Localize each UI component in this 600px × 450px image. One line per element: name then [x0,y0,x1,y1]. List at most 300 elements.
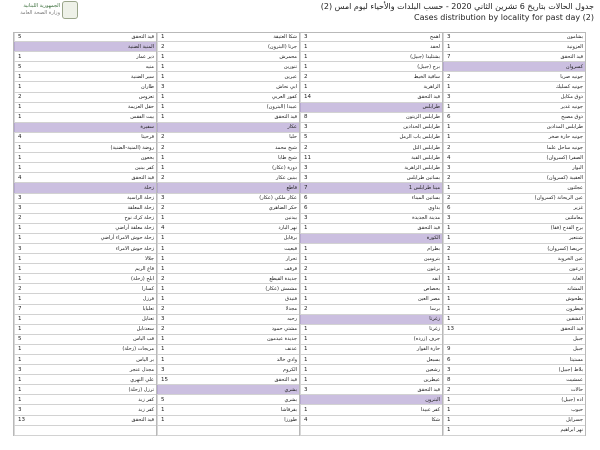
locality-cell: طرابلس المدادين [546,124,583,131]
locality-cell: شننعير [569,235,583,242]
table-row [300,274,442,284]
locality-cell: طرابلس الزيتون [406,114,440,121]
locality-cell: بسبعل [426,356,440,363]
table-column [13,32,156,436]
table-row [300,426,442,436]
table-row [157,204,299,214]
case-count-cell: 1 [300,82,340,91]
table-row [14,224,156,234]
table-row [443,264,585,274]
table-row [443,133,585,143]
locality-cell: طرابلس القبة [411,154,440,161]
table-row [14,254,156,264]
case-count-cell: 1 [14,52,54,61]
table-row [300,416,442,426]
table-row [443,254,585,264]
locality-cell: وادي خالد [276,356,297,363]
locality-cell: زحلة المعلقة [127,205,154,212]
locality-cell: قرحيتا [141,134,154,141]
case-count-cell [300,234,340,243]
locality-cell: عكار ملكي (عكار) [259,195,297,202]
district-header-row [14,123,156,133]
locality-cell: شيخ محمد [275,144,297,151]
table-row [443,204,585,214]
case-count-cell: 3 [300,163,340,172]
table-row [157,72,299,82]
table-row [157,365,299,375]
case-count-cell: 3 [443,365,483,374]
table-row [14,82,156,92]
table-row [14,234,156,244]
locality-cell: فنيدق [285,295,297,302]
case-count-cell: 7 [14,305,54,314]
table-row [443,214,585,224]
case-count-cell: 2 [157,173,197,182]
locality-cell: ذوق مصبح [561,114,583,121]
district-header-row [157,123,299,133]
case-count-cell: 3 [14,204,54,213]
case-count-cell: 1 [443,284,483,293]
case-count-cell: 1 [157,113,197,122]
case-count-cell [157,426,197,435]
table-row [157,416,299,426]
locality-cell: رحبه [287,316,297,323]
case-count-cell: 1 [300,284,340,293]
locality-cell: قيد التحقق [417,94,440,101]
locality-cell: بترومين [423,255,440,262]
locality-cell: جديدة عيدمون [267,336,297,343]
table-row [14,335,156,345]
table-row [443,365,585,375]
case-count-cell: 15 [157,375,197,384]
locality-cell: مريجات (زحلة) [122,346,154,353]
case-count-cell: 2 [157,42,197,51]
case-count-cell: 1 [443,416,483,425]
table-row [14,173,156,183]
table-row [300,294,442,304]
table-row [14,194,156,204]
locality-cell: شيخ طابا [278,154,297,161]
locality-cell: لحفد [430,43,440,50]
table-row [300,355,442,365]
case-count-cell: 2 [157,143,197,152]
case-count-cell: 1 [157,405,197,414]
case-count-cell: 7 [300,183,340,192]
case-count-cell: 13 [14,416,54,425]
case-count-cell: 1 [443,133,483,142]
locality-cell: عدنف [284,346,297,353]
case-count-cell: 1 [300,62,340,71]
table-row [443,93,585,103]
case-count-cell [14,123,54,132]
case-count-cell: 2 [443,143,483,152]
locality-cell: زحلة حوش الامراء أراضي [100,235,154,242]
case-count-cell: 1 [157,163,197,172]
locality-cell: اهمج [429,34,440,41]
case-count-cell [443,62,483,71]
table-row [157,355,299,365]
case-count-cell [157,123,197,132]
case-count-cell [300,426,340,435]
locality-cell: برج (جبيل) [417,63,440,70]
case-count-cell: 1 [443,294,483,303]
case-count-cell [14,183,54,192]
table-row [300,163,442,173]
case-count-cell: 8 [300,113,340,122]
locality-cell: فرزل [142,295,154,302]
case-count-cell: 1 [14,294,54,303]
table-row [157,254,299,264]
case-count-cell: 3 [300,33,340,41]
table-row [443,163,585,173]
case-count-cell: 9 [443,345,483,354]
case-count-cell: 5 [300,133,340,142]
locality-cell: مينا طرابلس 1 [408,184,440,191]
locality-cell: برسا [430,306,440,313]
table-row [157,325,299,335]
table-row [300,244,442,254]
locality-cell: سعدنايل [136,326,154,333]
case-count-cell: 8 [443,375,483,384]
locality-cell: جونيه كسليك [555,84,583,91]
locality-cell: طرابلس التل [412,144,440,151]
locality-cell: قيد التحقق [560,326,583,333]
locality-cell: شكا العتيقة [273,34,297,41]
table-row [443,103,585,113]
locality-cell: قيد التحقق [417,386,440,393]
table-row [300,133,442,143]
locality-cell: فيطرون [566,306,583,313]
locality-cell: ذوق مكايل [560,94,583,101]
locality-cell: تنورين [283,63,297,70]
table-row [14,405,156,415]
table-row [157,133,299,143]
table-row [300,153,442,163]
case-count-cell: 2 [157,274,197,283]
table-row [157,345,299,355]
case-count-cell: 1 [157,153,197,162]
table-row [14,426,156,436]
case-count-cell: 1 [300,224,340,233]
case-count-cell: 1 [443,305,483,314]
table-row [157,163,299,173]
title-arabic: جدول الحالات بتاريخ 6 تشرين الثاني 2020 - حسب البلدات والأحياء ليوم امس (2) [320,2,594,11]
case-count-cell: 1 [14,82,54,91]
locality-cell: تحرار [285,255,297,262]
locality-cell: العزونية [566,43,583,50]
locality-cell: المنية الضنية [127,43,154,50]
locality-cell: الغابة [572,275,583,282]
case-count-cell: 5 [157,395,197,404]
locality-cell: شكا [431,417,440,424]
district-header-row [300,103,442,113]
table-row [300,264,442,274]
locality-cell: غزير [573,205,583,212]
case-count-cell: 1 [300,375,340,384]
table-row [14,93,156,103]
table-row [300,325,442,335]
table-row [14,103,156,113]
case-count-cell: 6 [443,355,483,364]
table-row [14,244,156,254]
table-row [300,254,442,264]
locality-cell: بشامون [566,34,583,41]
locality-cell: بخعون [140,154,154,161]
case-count-cell: 2 [14,214,54,223]
case-count-cell: 4 [157,224,197,233]
table-row [300,194,442,204]
table-row [300,214,442,224]
table-row [443,143,585,153]
table-row [14,345,156,355]
locality-cell: كفر زبد [138,396,154,403]
locality-cell: العقيبة (كسروان) [546,174,583,181]
case-count-cell: 2 [300,143,340,152]
locality-cell: سير الضنية [131,73,154,80]
table-row [300,62,442,72]
case-count-cell: 2 [300,305,340,314]
table-row [443,294,585,304]
ministry-emblem-icon [62,1,78,19]
table-row [157,82,299,92]
case-count-cell [443,335,483,344]
locality-cell: جسرايل [566,417,583,424]
locality-cell: البترون [425,396,440,403]
table-row [14,214,156,224]
locality-cell: روضة (المنية-الضنية) [110,144,154,151]
locality-cell: قب الياس [133,336,154,343]
case-count-cell: 2 [14,284,54,293]
locality-cell: عمشيت [566,376,583,383]
table-row [157,234,299,244]
table-row [443,32,585,42]
locality-cell: قيد التحقق [131,417,154,424]
case-count-cell: 1 [14,113,54,122]
table-row [443,274,585,284]
table-row [443,345,585,355]
table-row [14,52,156,62]
case-count-cell: 3 [300,173,340,182]
locality-cell: جديدة القيطع [269,275,297,282]
locality-cell: طرابلس الزاهرية [404,164,440,171]
case-count-cell: 1 [157,335,197,344]
table-row [14,284,156,294]
case-count-cell: 1 [14,345,54,354]
logo-text-line-1: الجمهورية اللبنانية [23,3,60,9]
table-row [443,173,585,183]
locality-cell: كفر ببنين [135,164,154,171]
case-count-cell: 2 [157,204,197,213]
table-row [443,153,585,163]
table-row [157,315,299,325]
locality-cell: رشعين [425,366,440,373]
case-count-cell: 3 [14,405,54,414]
locality-cell: بلاط (جبيل) [558,366,583,373]
table-row [14,355,156,365]
table-row [300,305,442,315]
table-row [443,224,585,234]
locality-cell: طرابلس الحدادين [403,124,440,131]
logo-text-line-2: وزارة الصحة العامة [20,10,60,16]
ministry-logo [6,1,78,27]
locality-cell: طرابلس [422,104,440,111]
case-count-cell [300,315,340,324]
case-count-cell: 1 [443,264,483,273]
table-row [14,62,156,72]
table-row [443,385,585,395]
table-row [443,395,585,405]
case-count-cell: 3 [157,194,197,203]
locality-cell: علي النهري [130,376,154,383]
case-count-cell: 1 [157,62,197,71]
case-count-cell: 3 [443,93,483,102]
case-count-cell: 1 [300,325,340,334]
table-row [157,274,299,284]
table-row [443,416,585,426]
case-count-cell: 1 [300,274,340,283]
case-count-cell: 1 [157,72,197,81]
case-count-cell: 1 [443,82,483,91]
case-count-cell: 1 [443,426,483,435]
case-count-cell: 1 [14,355,54,364]
case-count-cell: 1 [157,33,197,41]
case-count-cell: 1 [300,335,340,344]
table-row [14,32,156,42]
case-count-cell: 3 [300,385,340,394]
case-count-cell: 1 [443,274,483,283]
locality-cell: حارة الفوار [416,346,440,353]
table-row [14,264,156,274]
locality-cell: زحلة الراسية [127,195,154,202]
case-count-cell: 4 [14,133,54,142]
locality-cell: حكر الضاهري [268,205,297,212]
locality-cell: الزاهرية [423,84,440,91]
table-row [14,153,156,163]
table-row [300,204,442,214]
table-row [300,42,442,52]
table-row [157,93,299,103]
case-count-cell [157,183,197,192]
locality-cell: مشمش (عكار) [265,285,297,292]
table-row [443,375,585,385]
case-count-cell: 1 [443,395,483,404]
table-row [157,103,299,113]
locality-cell: بقرقاشا [280,407,297,414]
case-count-cell: 5 [14,33,54,41]
case-count-cell [14,42,54,51]
table-row [157,375,299,385]
locality-cell: كسارا [141,285,154,292]
locality-cell: حقل العزيمة [127,104,154,111]
case-count-cell: 1 [443,315,483,324]
locality-cell: ترزل (زحلة) [128,386,154,393]
case-count-cell: 1 [14,234,54,243]
locality-cell: قرقف [284,265,297,272]
table-row [14,72,156,82]
case-count-cell: 1 [14,254,54,263]
locality-cell: الكروم [283,366,297,373]
locality-cell: جرف (زرده) [413,336,440,343]
table-row [300,365,442,375]
locality-cell: كفور العربي [271,94,297,101]
case-count-cell: 1 [443,123,483,132]
table-row [443,113,585,123]
case-count-cell: 1 [14,395,54,404]
table-row [300,284,442,294]
case-count-cell: 2 [157,325,197,334]
table-row [443,183,585,193]
case-count-cell [14,426,54,435]
case-count-cell: 3 [14,244,54,253]
locality-cell: عين الخروبة [557,255,583,262]
table-row [157,284,299,294]
locality-cell: برج القدح (فقا) [550,225,583,232]
cases-table [13,32,586,436]
table-row [443,234,585,244]
table-row [300,173,442,183]
locality-cell: جبيل [573,346,583,353]
locality-cell: بشتليدا (جبيل) [410,53,440,60]
case-count-cell: 1 [300,42,340,51]
locality-cell: تعلبايا [142,306,154,313]
locality-cell: درعون [569,265,583,272]
locality-cell: بساتين الميناء [411,195,440,202]
locality-cell: زحلة [144,184,154,191]
case-count-cell: 3 [300,123,340,132]
table-row [300,375,442,385]
table-row [14,315,156,325]
table-row [443,82,585,92]
case-count-cell: 11 [300,153,340,162]
table-row [157,405,299,415]
locality-cell: قيد التحقق [417,225,440,232]
case-count-cell: 1 [157,234,197,243]
case-count-cell: 1 [443,234,483,243]
locality-cell: ببنين عكار [276,174,297,181]
table-row [443,194,585,204]
table-row [14,204,156,214]
case-count-cell: 1 [157,214,197,223]
case-count-cell: 1 [14,274,54,283]
case-count-cell: 5 [14,335,54,344]
table-row [443,426,585,436]
case-count-cell: 1 [157,93,197,102]
locality-cell: الصفرا (كسروان) [546,154,583,161]
locality-cell: ابي نحاش [276,84,297,91]
table-row [300,32,442,42]
case-count-cell: 13 [443,325,483,334]
locality-cell: بشري [284,396,297,403]
case-count-cell: 2 [443,244,483,253]
district-header-row [157,385,299,395]
case-count-cell: 1 [14,375,54,384]
table-row [443,284,585,294]
locality-cell: حالات [570,386,583,393]
table-row [14,294,156,304]
locality-cell: قيد التحقق [274,376,297,383]
locality-cell: مصر العين [417,295,440,302]
case-count-cell: 1 [443,103,483,112]
table-row [14,375,156,385]
case-count-cell: 1 [14,264,54,273]
locality-cell: سفيرة [140,124,154,131]
locality-cell: قيد التحقق [131,34,154,41]
case-count-cell: 1 [300,52,340,61]
table-row [14,143,156,153]
locality-cell: زحلة حوش الامراء [115,245,154,252]
case-count-cell: 7 [443,52,483,61]
locality-cell: عبرين [284,73,297,80]
